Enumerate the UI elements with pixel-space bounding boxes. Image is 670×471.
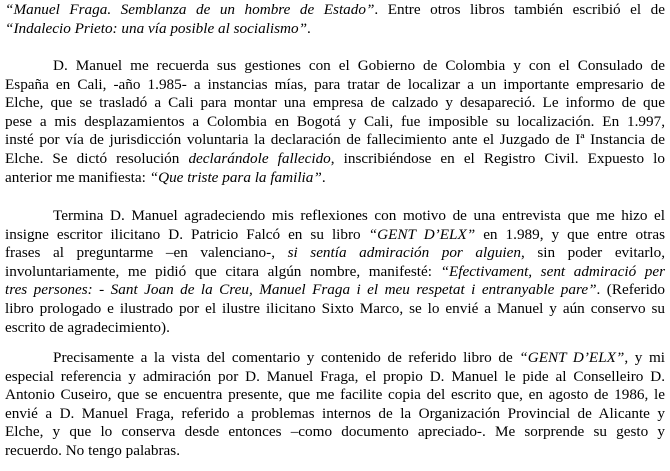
text-line <box>5 169 665 188</box>
italic-text: “Que triste para la familia” <box>149 168 322 186</box>
text-run: Elche. Se dictó resolución <box>5 149 189 167</box>
text-run: recuerdo. No tengo palabras. <box>5 441 181 459</box>
text-line <box>5 1 665 20</box>
text-run: anterior me manifiesta: <box>5 168 150 186</box>
text-line <box>5 113 665 132</box>
italic-text: “GENT D’ELX” <box>368 225 476 243</box>
text-run: . <box>321 168 326 186</box>
text-run: . <box>307 19 311 37</box>
paragraph-4 <box>5 349 665 461</box>
paragraph-1 <box>5 1 665 38</box>
text-run: Elche, y que lo conserva desde entonces –como documento apreciado-. Me sorprende su gesto y <box>5 423 665 441</box>
text-line <box>5 349 665 368</box>
text-run: involuntariamente, me pidió que citara algún nombre, manifesté: <box>5 262 441 280</box>
text-run: , inscribiéndose en el Registro Civil. Expuesto lo <box>330 149 665 167</box>
text-line <box>5 319 665 338</box>
italic-text: “Manuel Fraga. Semblanza de un hombre de Estado” <box>5 1 375 18</box>
text-line <box>5 244 665 263</box>
text-run: especial referencia y admiración por D. Manuel Fraga, el propio D. Manuel le pide al Conselleiro D. <box>5 367 665 385</box>
italic-text: si sentía admiración por alguien <box>287 244 521 262</box>
italic-text: tres persones: - Sant Joan de la Creu, Manuel Fraga i el meu respetat i entranyable pare” <box>5 281 597 299</box>
text-line <box>5 368 665 387</box>
italic-text: “GENT D’ELX” <box>519 349 625 366</box>
text-line <box>5 94 665 113</box>
text-run: España en Cali, -año 1.985- a instancias mías, para tratar de localizar a un importante empresario de <box>5 75 665 93</box>
text-run: pese a mis desplazamientos a Colombia en Bogotá y Cali, fue imposible su localización. En 1.997, <box>5 112 665 130</box>
paragraph-2 <box>5 57 665 187</box>
text-line <box>5 281 665 300</box>
paragraph-3 <box>5 207 665 337</box>
text-run: Elche, que se trasladó a Cali para montar una empresa de calzado y desapareció. Le informo de que <box>5 94 665 112</box>
text-run: en 1.989, y que entre otras <box>475 225 666 243</box>
text-line <box>5 76 665 95</box>
text-line <box>5 226 665 245</box>
text-run: Antonio Cuseiro, que se encuentra presente, que me facilite copia del escrito que, en agosto de 1986, le <box>5 386 665 404</box>
text-run: libro prologado e ilustrado por el ilustre ilicitano Sixto Marco, se lo envié a Manuel y aún conservo su <box>5 299 665 317</box>
text-line <box>5 423 665 442</box>
text-run: frases al preguntarme –en valenciano-, <box>5 244 288 262</box>
text-line <box>5 263 665 282</box>
text-line <box>5 300 665 319</box>
text-line <box>5 150 665 169</box>
text-run: insté por vía de jurisdicción voluntaria la declaración de fallecimiento ante el Juzgado de Iª Instancia de <box>5 131 665 149</box>
text-run: . (Referido <box>596 281 665 299</box>
text-line <box>5 386 665 405</box>
text-run: escrito de agradecimiento). <box>5 318 170 336</box>
text-run: Precisamente a la vista del comentario y contenido de referido libro de <box>53 349 520 366</box>
text-line <box>5 405 665 424</box>
text-run: . Entre otros libros también escribió el de <box>374 1 665 18</box>
text-run: D. Manuel me recuerda sus gestiones con el Gobierno de Colombia y con el Consulado de <box>53 57 665 74</box>
text-line <box>5 20 665 39</box>
italic-text: “Efectivament, sent admiració per <box>440 262 665 280</box>
text-line <box>5 207 665 226</box>
italic-text: “Indalecio Prieto: una vía posible al socialismo” <box>5 19 308 37</box>
text-run: Termina D. Manuel agradeciendo mis reflexiones con motivo de una entrevista que me hizo el <box>53 207 665 224</box>
text-line <box>5 442 665 461</box>
text-run: envié a D. Manuel Fraga, referido a problemas internos de la Organización Provincial de Alicante y <box>5 404 665 422</box>
text-line <box>5 57 665 76</box>
text-run: , y mi <box>624 349 665 366</box>
text-run: , sin poder evitarlo, <box>520 244 665 262</box>
italic-text: declarándole fallecido <box>188 149 331 167</box>
text-line <box>5 131 665 150</box>
text-run: insigne escritor ilicitano D. Patricio Falcó en su libro <box>5 225 369 243</box>
